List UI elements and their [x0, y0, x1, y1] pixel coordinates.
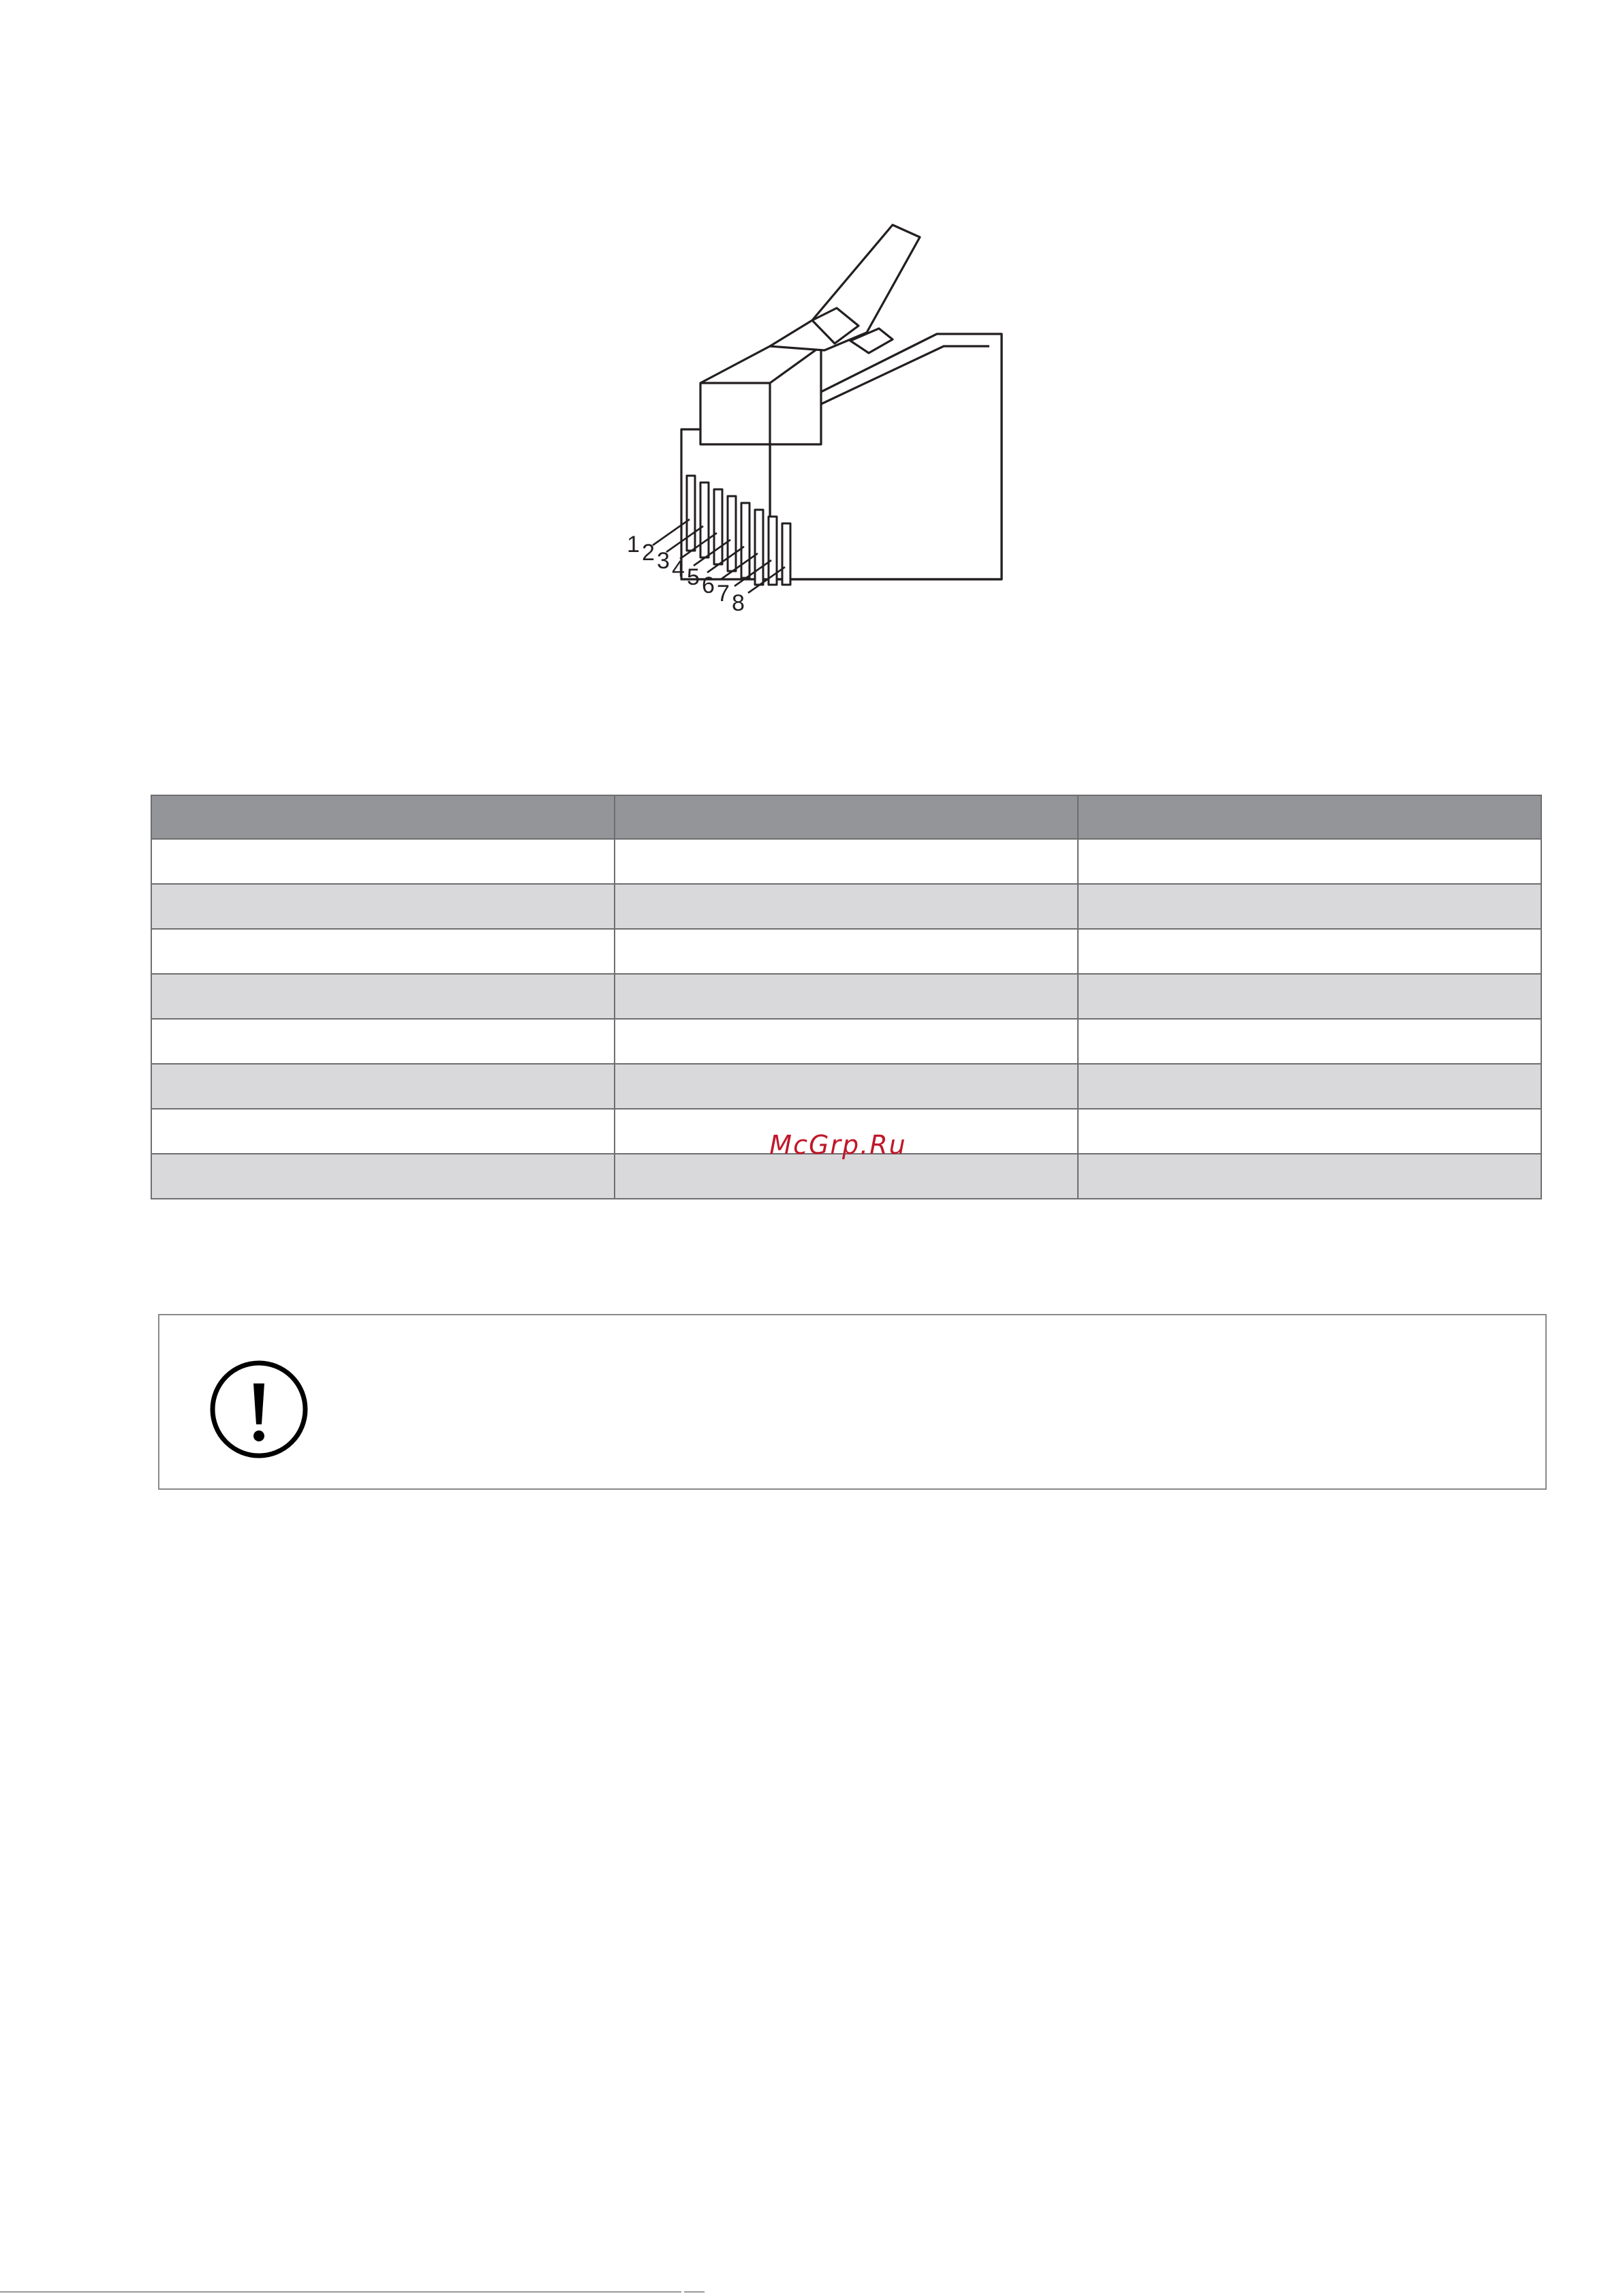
table-cell: [1078, 839, 1541, 884]
table-cell: [151, 1019, 615, 1064]
table-cell: [1078, 929, 1541, 974]
pin-label: 3: [657, 548, 670, 574]
table-cell: [151, 839, 615, 884]
table-cell: [151, 974, 615, 1019]
table-cell: [615, 1019, 1078, 1064]
table-header-row: [151, 795, 1541, 839]
table-cell: [1078, 1109, 1541, 1154]
table-row: [151, 1019, 1541, 1064]
footer-rule: [0, 2291, 681, 2293]
rj45-connector-diagram: [600, 204, 1036, 641]
table-cell: [151, 884, 615, 929]
pin-label: 4: [672, 556, 685, 582]
exclamation-circle-icon: [208, 1359, 309, 1460]
watermark-text: McGrp.Ru: [769, 1130, 907, 1160]
pin-label: 6: [702, 572, 715, 598]
table-row: [151, 1064, 1541, 1109]
table-cell: [1078, 1154, 1541, 1199]
table-cell: [151, 1109, 615, 1154]
table-row: [151, 1154, 1541, 1199]
table-cell: [1078, 974, 1541, 1019]
table-cell: [615, 1064, 1078, 1109]
table-header-cell: [615, 795, 1078, 839]
table-cell: [151, 1154, 615, 1199]
table-row: [151, 974, 1541, 1019]
table-row: [151, 839, 1541, 884]
table-cell: [615, 1154, 1078, 1199]
table-cell: [615, 929, 1078, 974]
pin-label: 8: [732, 590, 745, 616]
latch-base: [700, 346, 821, 444]
table-header-cell: [1078, 795, 1541, 839]
table-cell: [151, 1064, 615, 1109]
pin-label: 2: [642, 540, 655, 566]
table-cell: [615, 884, 1078, 929]
table-row: [151, 884, 1541, 929]
table-cell: [615, 839, 1078, 884]
table-cell: [1078, 884, 1541, 929]
pin-label: 7: [717, 581, 730, 607]
table-cell: [1078, 1019, 1541, 1064]
footer-rule-mark: [684, 2291, 705, 2296]
pin-label: 1: [627, 532, 640, 557]
table-cell: [615, 974, 1078, 1019]
pin-label: 5: [687, 564, 700, 590]
table-cell: [1078, 1064, 1541, 1109]
table-row: [151, 929, 1541, 974]
table-cell: [151, 929, 615, 974]
table-header-cell: [151, 795, 615, 839]
notice-box: [158, 1314, 1547, 1490]
